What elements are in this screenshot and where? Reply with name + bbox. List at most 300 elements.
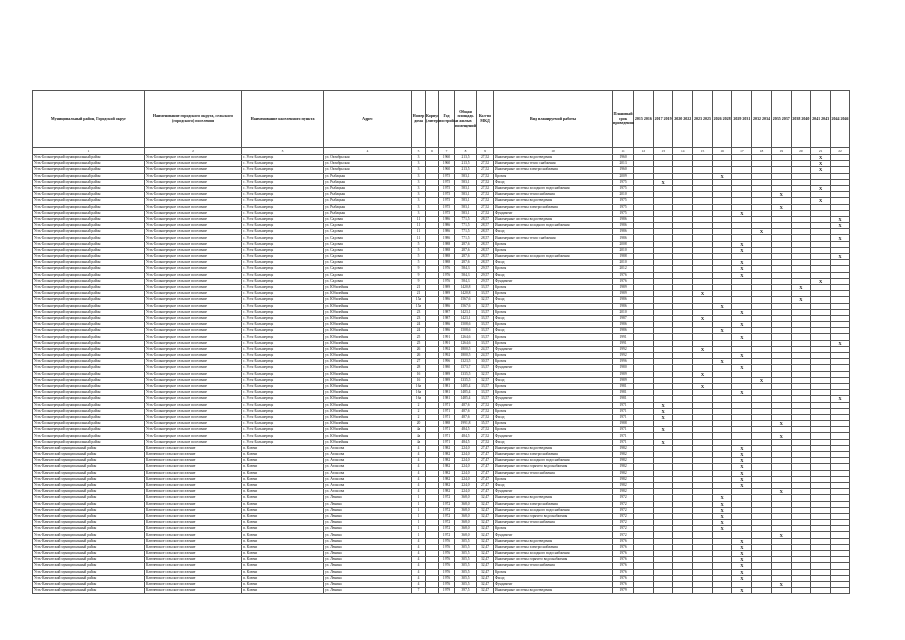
table-cell: с. Усть-Большерецк <box>242 346 324 352</box>
table-cell: ул. Юбилейная <box>324 433 412 439</box>
period-mark-cell: X <box>771 433 791 439</box>
table-cell: с. Усть-Большерецк <box>242 241 324 247</box>
table-cell: 1982 <box>439 470 455 476</box>
table-cell: 1986 <box>613 303 634 309</box>
table-cell: 1986 <box>439 223 455 229</box>
table-cell: 27,47 <box>477 464 494 470</box>
table-cell: Усть-Большерецкое сельское поселение <box>145 185 242 191</box>
table-cell: Фундамент <box>494 581 613 587</box>
table-cell: 1982 <box>613 489 634 495</box>
table-cell: Усть-Большерецкий муниципальный район <box>33 365 145 371</box>
period-mark-cell: X <box>693 291 713 297</box>
table-cell: 1986 <box>613 229 634 235</box>
table-cell: 32,47 <box>477 588 494 594</box>
table-cell: 1988 <box>439 241 455 247</box>
table-cell: 27,52 <box>477 179 494 185</box>
period-mark-cell <box>811 588 831 594</box>
table-cell: 1976 <box>613 581 634 587</box>
column-number: 4 <box>324 148 412 155</box>
table-cell: п. Ключи <box>242 569 324 575</box>
table-cell: 1986 <box>613 322 634 328</box>
table-cell: ул. Садовая <box>324 272 412 278</box>
table-cell: Усть-Камчатский муниципальный район <box>33 575 145 581</box>
table-cell: Кровля <box>494 390 613 396</box>
period-mark-cell: X <box>732 272 752 278</box>
period-mark-cell: X <box>811 155 831 161</box>
table-cell: 27,52 <box>477 167 494 173</box>
table-cell: 224,0 <box>455 476 477 482</box>
table-cell: 1972 <box>613 501 634 507</box>
period-mark-cell: X <box>693 315 713 321</box>
table-cell: с. Усть-Большерецк <box>242 173 324 179</box>
table-cell: с. Усть-Большерецк <box>242 328 324 334</box>
table-cell: 27,52 <box>477 414 494 420</box>
table-cell: 32,47 <box>477 551 494 557</box>
table-cell: 1 <box>412 501 426 507</box>
table-cell: Усть-Большерецкий муниципальный район <box>33 414 145 420</box>
table-cell: Ключевское сельское поселение <box>145 452 242 458</box>
table-cell: 1989 <box>613 291 634 297</box>
table-cell: Фасад <box>494 315 613 321</box>
column-number-row <box>33 148 850 155</box>
table-cell: Ключевское сельское поселение <box>145 507 242 513</box>
table-cell: Усть-Камчатский муниципальный район <box>33 489 145 495</box>
table-cell: 15а <box>412 297 426 303</box>
table-cell: Усть-Большерецкий муниципальный район <box>33 204 145 210</box>
table-cell: ул. Юбилейная <box>324 402 412 408</box>
table-cell: 487,6 <box>455 414 477 420</box>
table-cell: Усть-Большерецкое сельское поселение <box>145 328 242 334</box>
table-cell: Усть-Большерецкое сельское поселение <box>145 439 242 445</box>
table-cell: 1989 <box>613 284 634 290</box>
column-header: Муниципальный район, Городской округ <box>33 91 145 148</box>
table-cell: с. Усть-Большерецк <box>242 229 324 235</box>
table-cell: Инженерные системы холодного водоснабжения <box>494 551 613 557</box>
table-cell: 287,6 <box>455 247 477 253</box>
table-cell: 16 <box>412 371 426 377</box>
table-cell: Усть-Большерецкий муниципальный район <box>33 272 145 278</box>
table-cell: 4 <box>412 538 426 544</box>
table-cell: Фундамент <box>494 278 613 284</box>
period-mark-cell: X <box>771 581 791 587</box>
table-cell: Кровля <box>494 173 613 179</box>
column-header: Наименование городского округа, сельского (городского) поселения <box>145 91 242 148</box>
column-header: 2038 2040 <box>791 91 811 148</box>
table-row <box>33 588 850 594</box>
table-cell: с. Усть-Большерецк <box>242 260 324 266</box>
table-cell: 1986 <box>439 235 455 241</box>
table-cell: ул. Юбилейная <box>324 439 412 445</box>
table-cell: 368,0 <box>455 532 477 538</box>
table-cell: 1960 <box>613 167 634 173</box>
table-cell: Инженерные системы электроснабжения <box>494 544 613 550</box>
table-cell: п. Ключи <box>242 520 324 526</box>
table-cell: с. Усть-Большерецк <box>242 192 324 198</box>
table-cell: Усть-Большерецкое сельское поселение <box>145 297 242 303</box>
table-cell: 1988 <box>439 247 455 253</box>
table-cell: Фасад <box>494 575 613 581</box>
table-cell: 1986 <box>439 229 455 235</box>
column-header: 2035 2037 <box>771 91 791 148</box>
table-cell: 771,5 <box>455 235 477 241</box>
table-cell: Инженерные системы горячего водоснабжения <box>494 557 613 563</box>
table-cell: Инженерные системы водоотведения <box>494 538 613 544</box>
table-cell: Усть-Большерецкое сельское поселение <box>145 272 242 278</box>
table-cell: Фундамент <box>494 489 613 495</box>
table-cell: Усть-Большерецкий муниципальный район <box>33 216 145 222</box>
table-cell: с. Усть-Большерецк <box>242 266 324 272</box>
table-cell: 33,57 <box>477 328 494 334</box>
table-cell: Ключевское сельское поселение <box>145 544 242 550</box>
table-cell: с. Усть-Большерецк <box>242 198 324 204</box>
column-header: 2017 2019 <box>653 91 673 148</box>
period-mark-cell: X <box>732 365 752 371</box>
table-cell: 11 <box>412 223 426 229</box>
table-cell: ул. Атласова <box>324 445 412 451</box>
table-cell: Инженерные системы горячего водоснабжения <box>494 464 613 470</box>
table-cell: 1 <box>412 526 426 532</box>
table-cell: 5 <box>412 254 426 260</box>
table-cell: 27,52 <box>477 161 494 167</box>
table-cell: Усть-Большерецкое сельское поселение <box>145 167 242 173</box>
table-cell: ул. Юбилейная <box>324 377 412 383</box>
table-cell: ул. Ленина <box>324 495 412 501</box>
period-mark-cell: X <box>830 216 849 222</box>
table-cell: 33,57 <box>477 315 494 321</box>
table-cell: ул. Юбилейная <box>324 353 412 359</box>
table-cell: Усть-Камчатский муниципальный район <box>33 464 145 470</box>
table-cell: 2008 <box>613 241 634 247</box>
table-cell: ул. Рыбацкая <box>324 185 412 191</box>
table-cell: Усть-Большерецкий муниципальный район <box>33 278 145 284</box>
table-cell: Ключевское сельское поселение <box>145 581 242 587</box>
table-cell: ул. Ленина <box>324 513 412 519</box>
table-cell: с. Усть-Большерецк <box>242 216 324 222</box>
table-cell: 771,5 <box>455 223 477 229</box>
column-number: 17 <box>732 148 752 155</box>
table-cell: 305,5 <box>455 557 477 563</box>
table-cell: 35,57 <box>477 421 494 427</box>
table-cell: Усть-Камчатский муниципальный район <box>33 563 145 569</box>
table-cell: 1972 <box>439 513 455 519</box>
table-cell: Кровля <box>494 569 613 575</box>
table-cell: 1264,6 <box>455 334 477 340</box>
table-cell: 1976 <box>439 563 455 569</box>
table-cell: Инженерные системы водоотведения <box>494 155 613 161</box>
table-cell: 1975 <box>613 198 634 204</box>
table-cell: Ключевское сельское поселение <box>145 563 242 569</box>
table-cell: 27,52 <box>477 408 494 414</box>
table-cell: 305,5 <box>455 575 477 581</box>
table-cell: 2010 <box>613 260 634 266</box>
table-cell: Усть-Большерецкое сельское поселение <box>145 371 242 377</box>
table-cell: 1972 <box>439 526 455 532</box>
table-cell: ул. Атласова <box>324 476 412 482</box>
table-cell: п. Ключи <box>242 526 324 532</box>
table-cell: 583,1 <box>455 179 477 185</box>
table-cell: Усть-Большерецкий муниципальный район <box>33 340 145 346</box>
table-cell: 27,52 <box>477 198 494 204</box>
table-cell: 27 <box>412 359 426 365</box>
table-cell: 4 <box>412 476 426 482</box>
table-cell: 1 <box>412 513 426 519</box>
table-cell: Кровля <box>494 291 613 297</box>
table-cell: Усть-Большерецкий муниципальный район <box>33 359 145 365</box>
period-mark-cell: X <box>653 408 673 414</box>
period-mark-cell: X <box>712 526 732 532</box>
table-cell: ул. Садовая <box>324 229 412 235</box>
table-cell: Фасад <box>494 229 613 235</box>
table-cell: 4 <box>412 569 426 575</box>
table-cell: 1976 <box>439 575 455 581</box>
capital-repair-table <box>32 90 850 594</box>
table-cell: ул. Атласова <box>324 452 412 458</box>
period-mark-cell: X <box>830 254 849 260</box>
period-mark-cell: X <box>712 520 732 526</box>
table-cell: 1991 <box>439 340 455 346</box>
table-cell: 1972 <box>613 513 634 519</box>
table-cell: Усть-Большерецкий муниципальный район <box>33 353 145 359</box>
table-cell: 224,0 <box>455 464 477 470</box>
table-cell: 32,47 <box>477 557 494 563</box>
table-cell: Усть-Большерецкое сельское поселение <box>145 365 242 371</box>
table-cell: 1989 <box>613 377 634 383</box>
table-cell: с. Усть-Большерецк <box>242 390 324 396</box>
table-cell: Усть-Большерецкое сельское поселение <box>145 254 242 260</box>
table-cell: п. Ключи <box>242 507 324 513</box>
column-number: 3 <box>242 148 324 155</box>
table-cell: 1972 <box>613 507 634 513</box>
table-cell: Усть-Большерецкий муниципальный район <box>33 377 145 383</box>
table-cell: Усть-Камчатский муниципальный район <box>33 507 145 513</box>
table-cell: Инженерные системы холодного водоснабжения <box>494 507 613 513</box>
table-cell: ул. Октябрьская <box>324 161 412 167</box>
period-mark-cell: X <box>732 544 752 550</box>
table-cell: 1981 <box>613 396 634 402</box>
table-cell: Усть-Большерецкий муниципальный район <box>33 260 145 266</box>
table-cell: 27,52 <box>477 173 494 179</box>
period-mark-cell: X <box>791 284 811 290</box>
table-cell: Ключевское сельское поселение <box>145 526 242 532</box>
table-cell: 1335,5 <box>455 377 477 383</box>
table-cell: 33,57 <box>477 396 494 402</box>
table-cell: Усть-Большерецкое сельское поселение <box>145 284 242 290</box>
table-cell: 29,57 <box>477 266 494 272</box>
table-cell: Усть-Большерецкое сельское поселение <box>145 359 242 365</box>
period-mark-cell: X <box>732 569 752 575</box>
table-cell: 32,47 <box>477 513 494 519</box>
table-cell: 305,5 <box>455 569 477 575</box>
table-cell: 24 <box>412 322 426 328</box>
table-cell: 32,47 <box>477 501 494 507</box>
table-cell: с. Усть-Большерецк <box>242 179 324 185</box>
table-cell: 224,0 <box>455 489 477 495</box>
table-cell: Усть-Большерецкое сельское поселение <box>145 260 242 266</box>
period-mark-cell: X <box>712 495 732 501</box>
table-cell: 20 <box>412 421 426 427</box>
table-cell: с. Усть-Большерецк <box>242 272 324 278</box>
column-header: Вид планируемой работы <box>494 91 613 148</box>
column-number: 7 <box>439 148 455 155</box>
table-cell: 1960 <box>439 155 455 161</box>
table-cell: 26 <box>412 346 426 352</box>
table-cell: 24 <box>412 328 426 334</box>
table-cell: 1423,1 <box>455 315 477 321</box>
table-cell: 11 <box>412 229 426 235</box>
table-cell: 305,5 <box>455 544 477 550</box>
table-cell: Усть-Большерецкое сельское поселение <box>145 223 242 229</box>
table-cell: ул. Юбилейная <box>324 421 412 427</box>
table-cell: Фундамент <box>494 433 613 439</box>
table-cell: 1423,1 <box>455 309 477 315</box>
table-cell: 1986 <box>613 216 634 222</box>
table-cell: Усть-Большерецкое сельское поселение <box>145 334 242 340</box>
table-cell: Ключевское сельское поселение <box>145 482 242 488</box>
table-cell: 1989 <box>439 377 455 383</box>
column-header: Общая площадь жилых помещений <box>455 91 477 148</box>
table-cell: 28,57 <box>477 247 494 253</box>
table-cell: 1982 <box>613 476 634 482</box>
column-number: 8 <box>455 148 477 155</box>
table-cell: 27,52 <box>477 204 494 210</box>
table-cell: 33,57 <box>477 390 494 396</box>
table-cell: Усть-Большерецкое сельское поселение <box>145 315 242 321</box>
table-cell: 1972 <box>439 495 455 501</box>
table-cell: 9 <box>412 272 426 278</box>
table-cell: 1986 <box>613 328 634 334</box>
table-cell: Инженерные системы холодного водоснабжения <box>494 185 613 191</box>
table-cell: п. Ключи <box>242 452 324 458</box>
table-cell: 1800,5 <box>455 346 477 352</box>
table-cell: 1982 <box>613 452 634 458</box>
table-cell: 1989 <box>439 284 455 290</box>
table-cell: 1989 <box>439 291 455 297</box>
table-cell: Кровля <box>494 526 613 532</box>
table-cell: ул. Садовая <box>324 278 412 284</box>
table-cell: Усть-Камчатский муниципальный район <box>33 452 145 458</box>
table-cell: 1988 <box>613 254 634 260</box>
table-cell: 4а <box>412 427 426 433</box>
table-cell: Усть-Большерецкое сельское поселение <box>145 198 242 204</box>
table-cell: 1982 <box>439 452 455 458</box>
table-cell: ул. Юбилейная <box>324 303 412 309</box>
period-mark-cell: X <box>830 235 849 241</box>
table-cell: 29,57 <box>477 278 494 284</box>
table-cell: 1573,7 <box>455 365 477 371</box>
table-cell: п. Ключи <box>242 581 324 587</box>
table-cell: 584,3 <box>455 266 477 272</box>
table-cell: с. Усть-Большерецк <box>242 155 324 161</box>
period-mark-cell <box>693 588 713 594</box>
table-cell: 1976 <box>439 272 455 278</box>
table-cell: Усть-Большерецкое сельское поселение <box>145 346 242 352</box>
table-cell: ул. Юбилейная <box>324 359 412 365</box>
table-cell: 287,6 <box>455 241 477 247</box>
table-cell: 1971 <box>439 427 455 433</box>
table-cell: ул. Октябрьская <box>324 167 412 173</box>
period-mark-cell: X <box>732 563 752 569</box>
table-cell: 1972 <box>439 520 455 526</box>
table-cell: 484,5 <box>455 427 477 433</box>
table-cell: 368,0 <box>455 520 477 526</box>
table-cell: 1976 <box>613 557 634 563</box>
table-cell: Усть-Камчатский муниципальный район <box>33 501 145 507</box>
table-cell: 1996 <box>613 359 634 365</box>
table-cell: 4 <box>412 445 426 451</box>
table-cell: 1971 <box>613 427 634 433</box>
table-cell: 1982 <box>613 458 634 464</box>
table-cell: 33,57 <box>477 284 494 290</box>
table-cell: Усть-Большерецкий муниципальный район <box>33 235 145 241</box>
column-header: Номер дома <box>412 91 426 148</box>
table-cell: Усть-Большерецкий муниципальный район <box>33 161 145 167</box>
column-number: 11 <box>613 148 634 155</box>
period-mark-cell: X <box>653 427 673 433</box>
table-cell: ул. Рыбацкая <box>324 173 412 179</box>
table-cell: Усть-Большерецкий муниципальный район <box>33 346 145 352</box>
table-cell: Инженерные системы электроснабжения <box>494 204 613 210</box>
table-cell: 1986 <box>439 303 455 309</box>
period-mark-cell: X <box>830 223 849 229</box>
table-cell: Ключевское сельское поселение <box>145 588 242 594</box>
table-cell: 1986 <box>439 328 455 334</box>
table-cell: ул. Юбилейная <box>324 408 412 414</box>
table-cell: с. Усть-Большерецк <box>242 334 324 340</box>
table-cell: 1 <box>412 520 426 526</box>
table-cell: Усть-Большерецкий муниципальный район <box>33 433 145 439</box>
table-cell: Усть-Большерецкое сельское поселение <box>145 427 242 433</box>
table-cell: 1976 <box>613 563 634 569</box>
table-cell: Инженерные системы тепло снабжения <box>494 161 613 167</box>
column-number: 15 <box>693 148 713 155</box>
table-cell: 1979 <box>613 588 634 594</box>
table-cell: 4 <box>412 464 426 470</box>
table-cell: Усть-Большерецкое сельское поселение <box>145 421 242 427</box>
table-cell: 5 <box>412 247 426 253</box>
table-cell: Усть-Большерецкое сельское поселение <box>145 235 242 241</box>
table-cell: с. Усть-Большерецк <box>242 315 324 321</box>
table-cell: 32,57 <box>477 371 494 377</box>
table-cell: 1 <box>412 495 426 501</box>
column-header: Кол-во МКД <box>477 91 494 148</box>
table-cell: Усть-Камчатский муниципальный район <box>33 476 145 482</box>
period-mark-cell <box>712 588 732 594</box>
table-cell: 27,52 <box>477 155 494 161</box>
table-cell: 484,5 <box>455 433 477 439</box>
table-cell: 1981 <box>439 390 455 396</box>
table-cell: 1485,4 <box>455 396 477 402</box>
table-cell: с. Усть-Большерецк <box>242 383 324 389</box>
table-cell: ул. Юбилейная <box>324 365 412 371</box>
table-cell <box>426 588 439 594</box>
table-cell: с. Усть-Большерецк <box>242 408 324 414</box>
table-cell: 224,0 <box>455 482 477 488</box>
table-cell: 1 <box>412 532 426 538</box>
table-cell: Усть-Большерецкий муниципальный район <box>33 192 145 198</box>
period-mark-cell: X <box>732 266 752 272</box>
table-cell: ул. Рыбацкая <box>324 204 412 210</box>
table-cell: 1989 <box>613 371 634 377</box>
table-cell: 16а <box>412 383 426 389</box>
table-cell: 32,47 <box>477 495 494 501</box>
table-cell: 32,47 <box>477 569 494 575</box>
column-header: 2015 2016 <box>634 91 654 148</box>
table-cell: п. Ключи <box>242 501 324 507</box>
table-cell: 1971 <box>439 402 455 408</box>
table-cell: Кровля <box>494 284 613 290</box>
table-cell: Фасад <box>494 482 613 488</box>
table-cell: ул. Рыбацкая <box>324 210 412 216</box>
